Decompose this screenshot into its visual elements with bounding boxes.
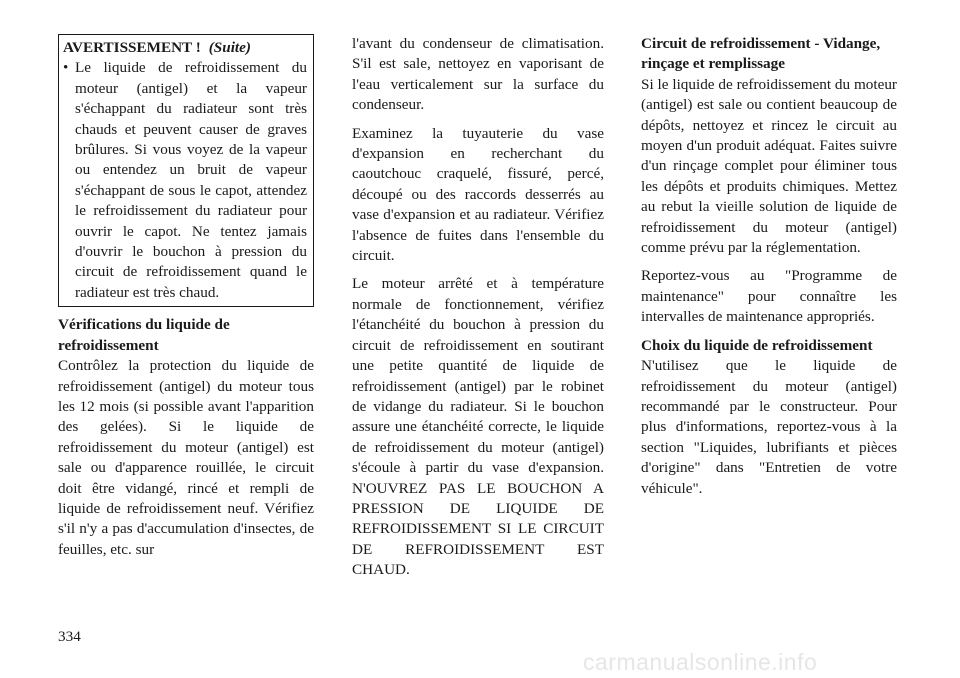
section-heading-coolant-choice: Choix du liquide de refroidissement <box>641 336 873 354</box>
section-heading-flush: Circuit de refroidissement - Vidange, rinçage et remplissage <box>641 35 881 73</box>
column-right <box>641 34 897 507</box>
paragraph-pressure-cap: Le moteur arrêté et à température normale de fonctionnement, vérifiez l'étanchéité du bouchon à pression du circuit de refroidissement en soutirant une petite quantité de liquide de refroidissement (antigel) par le robinet de vidange du radiateur. Si le bouchon assure une étanchéité correcte, le liquide de refroidissement du moteur (antigel) s'écoule à partir du vase d'expansion. N'OUVREZ PAS LE BOUCHON A PRESSION DE LIQUIDE DE REFROIDISSEMENT SI LE CIRCUIT DE REFROIDISSEMENT EST CHAUD. <box>352 275 604 579</box>
warning-suite: (Suite) <box>208 39 251 56</box>
paragraph-hoses: Examinez la tuyauterie du vase d'expansion en recherchant du caoutchouc craquelé, fissuré, percé, découpé ou des raccords desserrés au vase d'expansion et au radiateur. Vérifiez l'absence de fuites dans l'ensemble du circuit. <box>352 124 604 265</box>
page-number: 334 <box>58 628 81 645</box>
warning-item <box>63 58 307 303</box>
section-text-maintenance: Reportez-vous au "Programme de maintenance" pour connaître les intervalles de maintenance appropriés. <box>641 267 897 326</box>
warning-box <box>58 34 314 307</box>
warning-title <box>63 38 307 58</box>
column-left <box>58 34 314 568</box>
watermark: carmanualsonline.info <box>583 649 818 675</box>
section-heading-verifications: Vérifications du liquide de refroidissement <box>58 316 230 354</box>
paragraph-condenser: l'avant du condenseur de climatisation. S'il est sale, nettoyez en vaporisant de l'eau verticalement sur la surface du condenseur. <box>352 35 604 114</box>
bullet-icon: • <box>63 59 69 77</box>
warning-title-text: AVERTISSEMENT ! <box>63 39 201 56</box>
section-text-verifications: Contrôlez la protection du liquide de refroidissement (antigel) du moteur tous les 12 mois (si possible avant l'apparition des gelées). Si le liquide de refroidissement du moteur (antigel) est sale ou d'apparence rouillée, le circuit doit être vidangé, rincé et rempli de liquide de refroidissement neuf. Vérifiez s'il n'y a pas d'accumulation d'insectes, de feuilles, etc. sur <box>58 357 314 558</box>
warning-text: Le liquide de refroidissement du moteur (antigel) et la vapeur s'échappant du radiateur sont très chauds et peuvent causer de graves brûlures. Si vous voyez de la vapeur ou entendez un bruit de vapeur s'échappant de sous le capot, attendez le refroidissement du radiateur pour ouvrir le capot. Ne tentez jamais d'ouvrir le bouchon à pression du circuit de refroidissement quand le radiateur est très chaud. <box>75 59 307 301</box>
section-text-coolant-choice: N'utilisez que le liquide de refroidissement du moteur (antigel) recommandé par le constructeur. Pour plus d'informations, reportez-vous à la section "Liquides, lubrifiants et pièces d'origine" dans "Entretien de votre véhicule". <box>641 357 897 497</box>
section-text-flush: Si le liquide de refroidissement du moteur (antigel) est sale ou contient beaucoup de dépôts, nettoyez et rincez le circuit au moyen d'un produit adéquat. Faites suivre d'un rinçage complet pour éliminer tous les dépôts et produits chimiques. Mettez au rebut la vieille solution de liquide de refroidissement du moteur (antigel) comme prévu par la réglementation. <box>641 75 897 257</box>
column-middle <box>352 34 604 589</box>
